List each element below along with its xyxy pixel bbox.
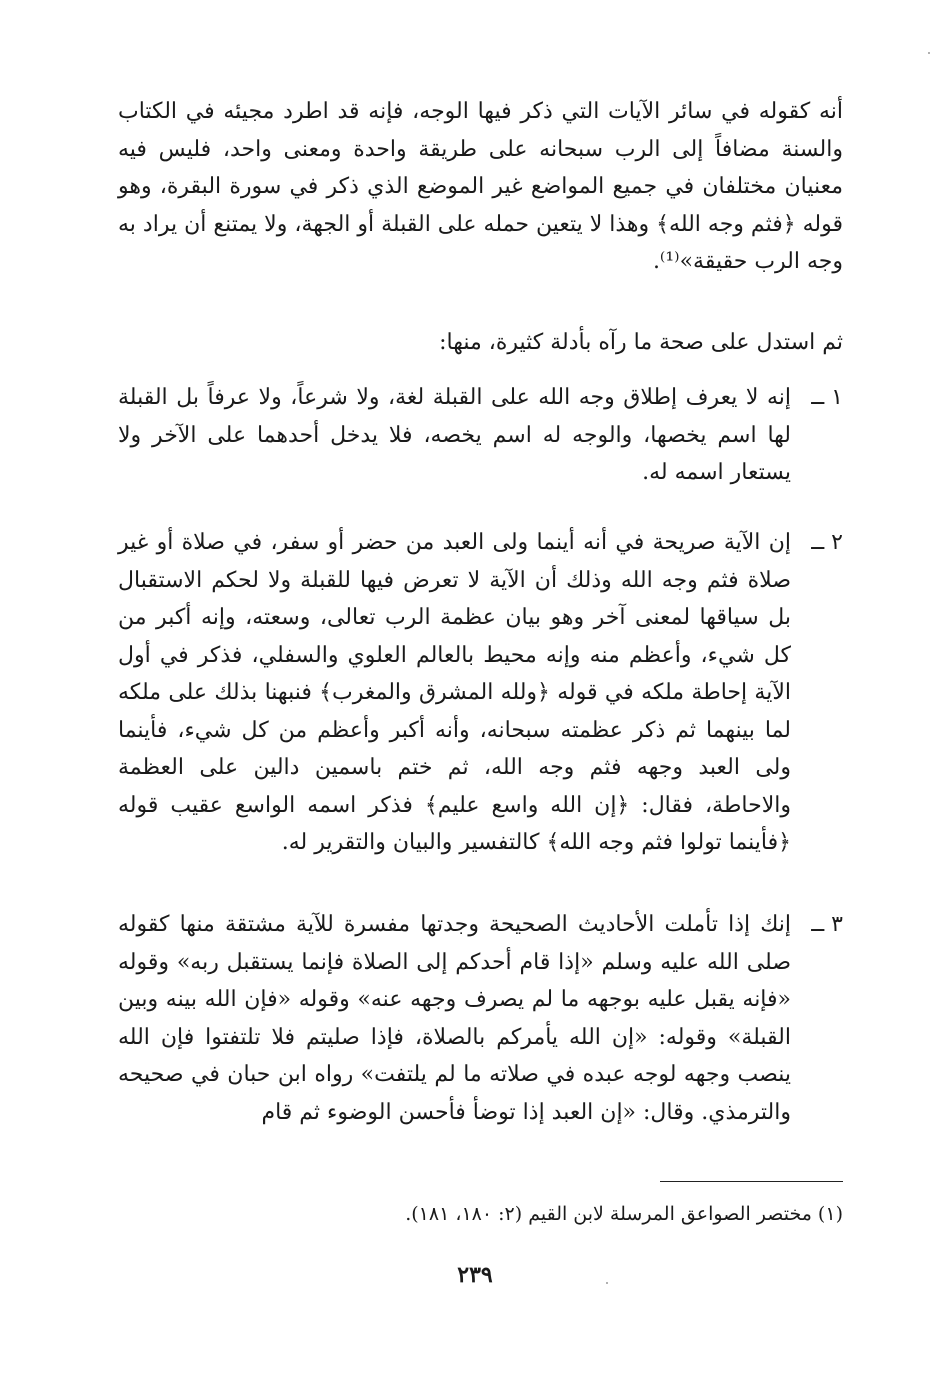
footnote-divider [660,1181,843,1182]
list-item [118,906,843,1131]
opening-paragraph: أنه كقوله في سائر الآيات التي ذكر فيها الوجه، فإنه قد اطرد مجيئه في الكتاب والسنة مضافاً إلى الرب سبحانه على طريقة واحدة ومعنى واحد، فليس فيه معنيان مختلفان في جميع المواضع غير الموضع الذي ذكر في سورة البقرة، وهو قوله ﴿فثم وجه الله﴾ وهذا لا يتعين حمله على القبلة أو الجهة، ولا يمتنع أن يراد به وجه الرب حقيقة»⁽¹⁾. [118,99,843,274]
scan-speck [606,1282,608,1284]
scan-speck [928,52,930,54]
item-text: إن الآية صريحة في أنه أينما ولى العبد من حضر أو سفر، في صلاة أو غير صلاة فثم وجه الله وذلك أن الآية لا تعرض فيها للقبلة ولا لحكم الاستقبال بل سياقها لمعنى آخر وهو بيان عظمة الرب تعالى، وسعته، وإنه أكبر من كل شيء، وأعظم منه وإنه محيط بالعالم العلوي والسفلي، فذكر في أول الآية إحاطة ملكه في قوله ﴿ولله المشرق والمغرب﴾ فنبهنا بذلك على ملكه لما بينهما ثم ذكر عظمته سبحانه، وأنه أكبر وأعظم من كل شيء، فأينما ولى العبد وجهه فثم وجه الله، ثم ختم باسمين دالين على العظمة والاحاطة، فقال: ﴿إن الله واسع عليم﴾ فذكر اسمه الواسع عقيب قوله ﴿فأينما تولوا فثم وجه الله﴾ كالتفسير والبيان والتقرير له. [118,530,792,855]
list-item [118,524,843,862]
item-text: إنك إذا تأملت الأحاديث الصحيحة وجدتها مفسرة للآية مشتقة منها كقوله صلى الله عليه وسلم «إذا قام أحدكم إلى الصلاة فإنما يستقبل ربه» وقوله «فإنه يقبل عليه بوجهه ما لم يصرف وجهه عنه» وقوله «فإن الله بينه وبين القبلة» وقوله: «إن الله يأمركم بالصلاة، فإذا صليتم فلا تلتفتوا فإن الله ينصب وجهه لوجه عبده في صلاته ما لم يلتفت» رواه ابن حبان في صحيحه والترمذي. وقال: «إن العبد إذا توضأ فأحسن الوضوء ثم قام [118,912,791,1125]
item-number: ١ ــ [811,385,843,410]
list-item [118,379,843,492]
footnote: (١) مختصر الصواعق المرسلة لابن القيم (٢: ١٨٠، ١٨١). [405,1203,843,1225]
item-number: ٣ ــ [811,912,843,937]
item-number: ٢ ــ [811,530,843,555]
item-text: إنه لا يعرف إطلاق وجه الله على القبلة لغة، ولا شرعاً، ولا عرفاً بل القبلة لها اسم يخصها، والوجه له اسم يخصه، فلا يدخل أحدهما على الآخر ولا يستعار اسمه له. [118,385,791,485]
intro-line: ثم استدل على صحة ما رآه بأدلة كثيرة، منها: [439,330,843,355]
page-number: ٢٣٩ [457,1262,493,1288]
